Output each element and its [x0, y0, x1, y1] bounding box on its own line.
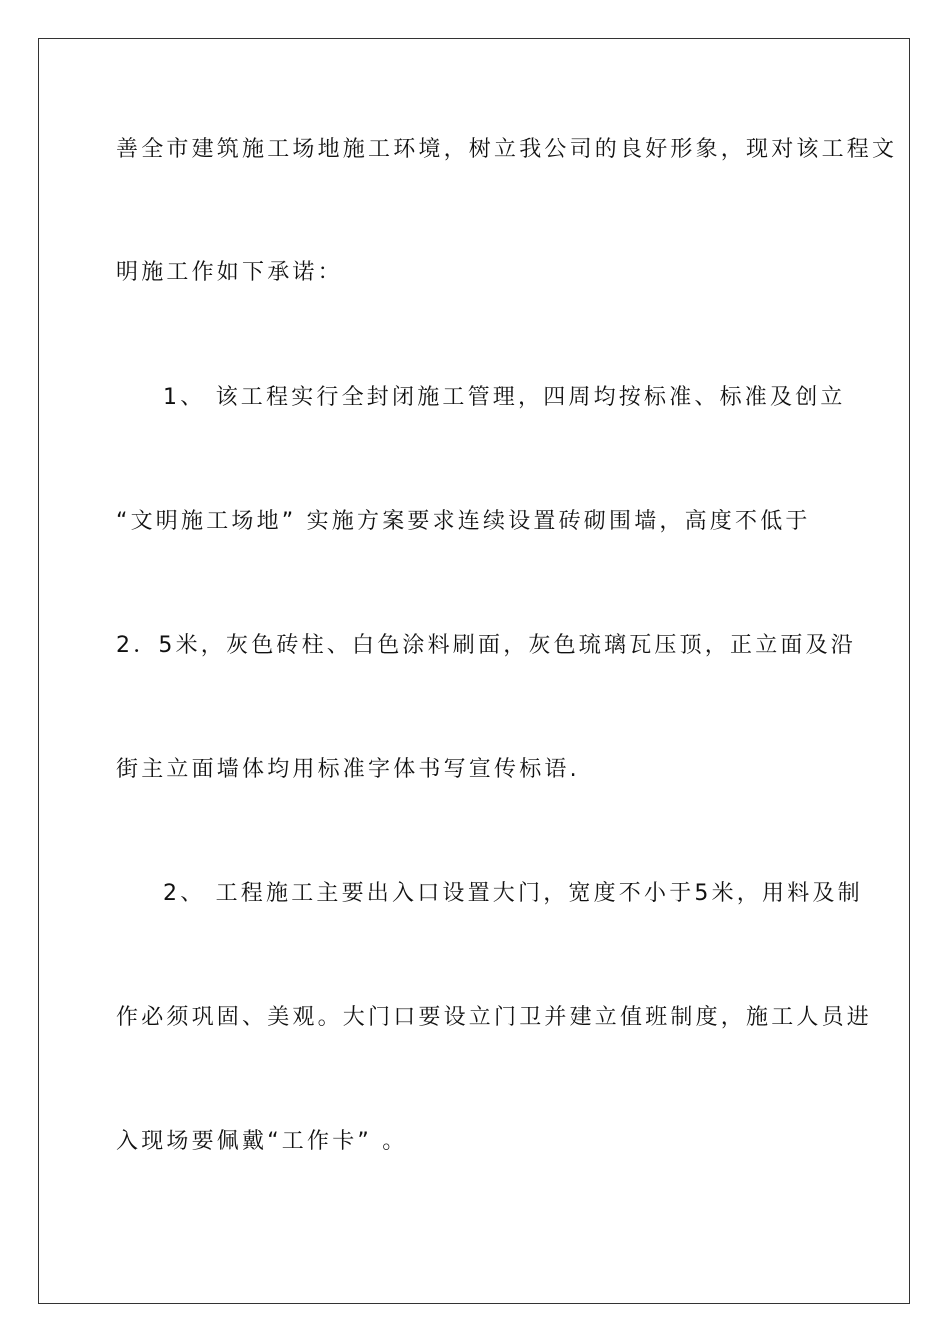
text-line-2: 明施工作如下承诺： — [116, 260, 343, 285]
item-1-line-1: 1、 该工程实行全封闭施工管理，四周均按标准、标准及创立 — [163, 385, 846, 410]
page-frame — [38, 38, 910, 1304]
item-1-line-4: 街主立面墙体均用标准字体书写宣传标语. — [116, 757, 580, 782]
item-2-line-3: 入现场要佩戴“工作卡” 。 — [116, 1129, 408, 1154]
item-2-line-2: 作必须巩固、美观。大门口要设立门卫并建立值班制度，施工人员进 — [116, 1005, 873, 1030]
item-2-line-1: 2、 工程施工主要出入口设置大门，宽度不小于5米，用料及制 — [163, 881, 863, 906]
item-1-line-3: 2．5米，灰色砖柱、白色涂料刷面，灰色琉璃瓦压顶，正立面及沿 — [116, 633, 856, 658]
text-line-1: 善全市建筑施工场地施工环境，树立我公司的良好形象，现对该工程文 — [116, 137, 898, 162]
item-1-line-2: “文明施工场地” 实施方案要求连续设置砖砌围墙，高度不低于 — [116, 509, 811, 534]
